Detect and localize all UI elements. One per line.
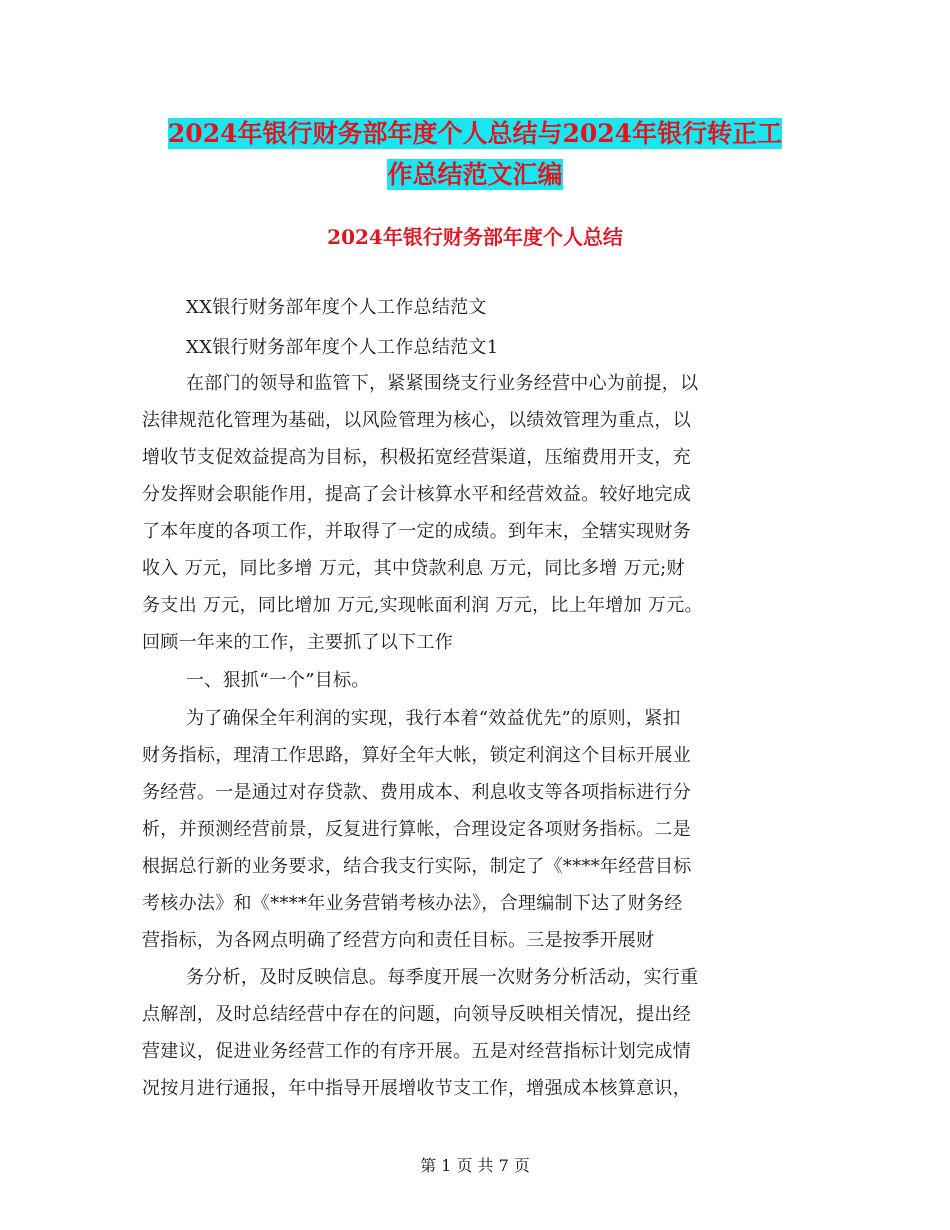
body-line: 营指标，为各网点明确了经营方向和责任目标。三是按季开展财 — [142, 930, 655, 951]
body-line: 考核办法》和《****年业务营销考核办法》，合理编制下达了财务经 — [142, 893, 683, 914]
body-line: XX银行财务部年度个人工作总结范文 — [186, 297, 487, 318]
body-line: 法律规范化管理为基础，以风险管理为核心，以绩效管理为重点，以 — [142, 410, 691, 431]
document-title-line-2 — [0, 157, 950, 193]
body-line: 了本年度的各项工作，并取得了一定的成绩。到年末，全辖实现财务 — [142, 521, 691, 542]
body-line: 回顾一年来的工作，主要抓了以下工作 — [142, 632, 454, 653]
body-line: 为了确保全年利润的实现，我行本着“效益优先”的原则，紧扣 — [186, 708, 681, 729]
body-line: 一、狠抓“一个”目标。 — [186, 670, 370, 691]
document-title-line-1 — [0, 116, 950, 152]
body-line: 增收节支促效益提高为目标，积极拓宽经营渠道，压缩费用开支，充 — [142, 447, 691, 468]
body-line: 营建议，促进业务经营工作的有序开展。五是对经营指标计划完成情 — [142, 1041, 691, 1062]
body-line: 点解剖，及时总结经营中存在的问题，向领导反映相关情况，提出经 — [142, 1004, 691, 1025]
document-title-text-2: 作总结范文汇编 — [387, 160, 563, 189]
body-line: 根据总行新的业务要求，结合我支行实际，制定了《****年经营目标 — [142, 856, 692, 877]
body-line: 财务指标，理清工作思路，算好全年大帐，锁定利润这个目标开展业 — [142, 745, 691, 766]
body-line: 况按月进行通报，年中指导开展增收节支工作，增强成本核算意识， — [142, 1078, 691, 1099]
body-line: 析，并预测经营前景，反复进行算帐，合理设定各项财务指标。二是 — [142, 819, 691, 840]
body-line: 务支出 万元，同比增加 万元,实现帐面利润 万元，比上年增加 万元。 — [142, 595, 703, 616]
body-line: XX银行财务部年度个人工作总结范文1 — [186, 337, 499, 358]
page-footer: 第 1 页 共 7 页 — [420, 1156, 530, 1175]
body-line: 分发挥财会职能作用，提高了会计核算水平和经营效益。较好地完成 — [142, 484, 691, 505]
body-line: 务分析，及时反映信息。每季度开展一次财务分析活动，实行重 — [186, 967, 699, 988]
body-line: 务经营。一是通过对存贷款、费用成本、利息收支等各项指标进行分 — [142, 782, 691, 803]
section-heading: 2024年银行财务部年度个人总结 — [327, 225, 623, 249]
document-title-text-1: 2024年银行财务部年度个人总结与2024年银行转正工 — [167, 119, 783, 148]
body-line: 收入 万元，同比多增 万元，其中贷款利息 万元，同比多增 万元;财 — [142, 558, 685, 579]
body-line: 在部门的领导和监管下，紧紧围绕支行业务经营中心为前提，以 — [186, 373, 699, 394]
